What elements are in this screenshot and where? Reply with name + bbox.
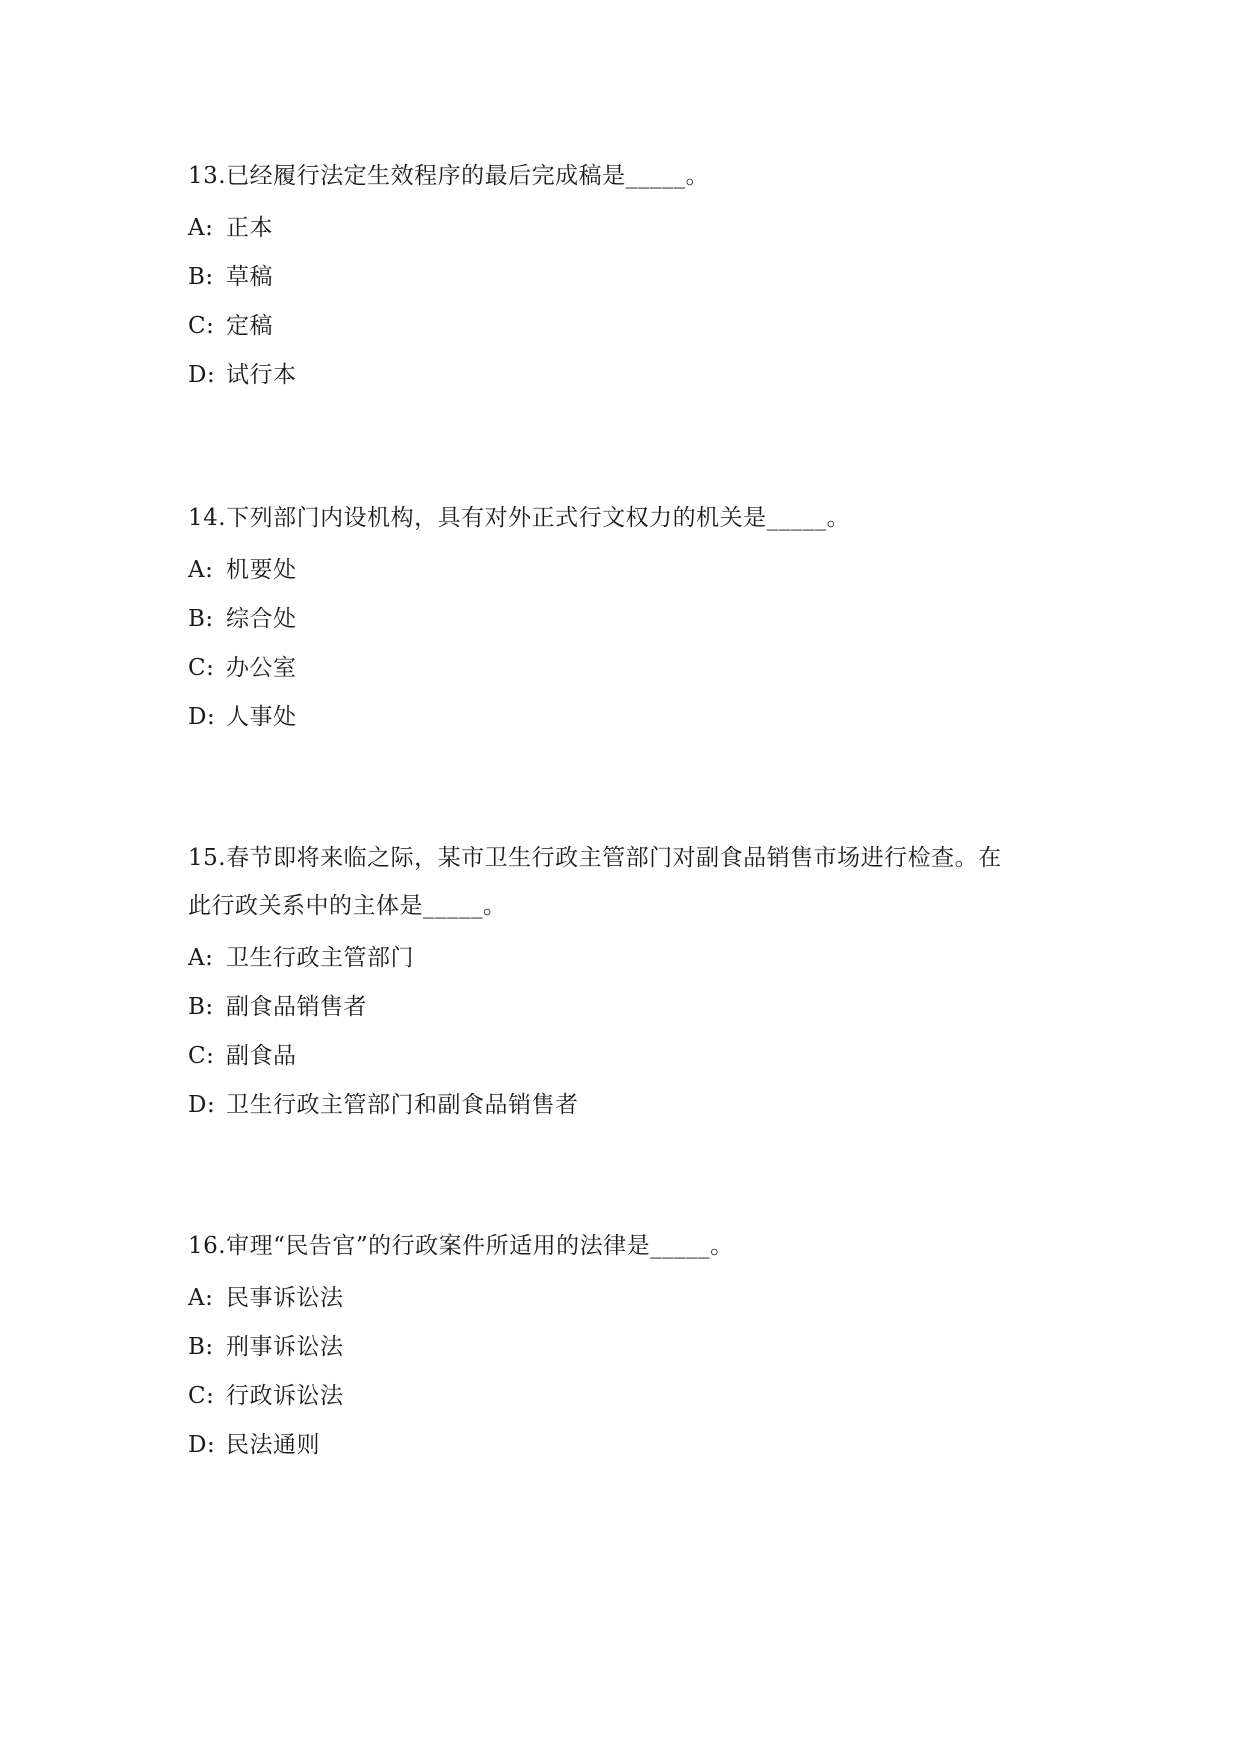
question-15	[188, 834, 1068, 1142]
option-text: 正本	[226, 215, 273, 241]
option-key: B:	[188, 606, 214, 632]
question-15-option-c	[188, 1044, 1068, 1068]
option-text: 草稿	[226, 264, 273, 290]
option-key: C:	[188, 313, 215, 339]
question-15-option-a	[188, 946, 1068, 970]
option-text: 综合处	[226, 606, 297, 632]
question-14-option-d	[188, 705, 1068, 729]
option-text: 刑事诉讼法	[226, 1334, 344, 1360]
question-13-option-a	[188, 216, 1068, 240]
option-text: 试行本	[226, 362, 297, 388]
option-key: B:	[188, 994, 214, 1020]
question-13-options	[188, 216, 1068, 387]
option-key: B:	[188, 1334, 214, 1360]
question-15-option-d	[188, 1093, 1068, 1117]
question-15-stem-line-1: 15.春节即将来临之际，某市卫生行政主管部门对副食品销售市场进行检查。在	[188, 845, 1002, 871]
option-key: D:	[188, 1092, 216, 1118]
question-13-option-d	[188, 363, 1068, 387]
option-text: 办公室	[226, 655, 297, 681]
question-14	[188, 494, 1068, 754]
question-16-option-c	[188, 1384, 1068, 1408]
option-text: 机要处	[226, 557, 297, 583]
question-16-option-b	[188, 1335, 1068, 1359]
option-key: D:	[188, 362, 216, 388]
option-key: B:	[188, 264, 214, 290]
question-16-option-d	[188, 1433, 1068, 1457]
option-text: 卫生行政主管部门和副食品销售者	[226, 1092, 579, 1118]
option-key: C:	[188, 1383, 215, 1409]
option-key: D:	[188, 1432, 216, 1458]
option-key: A:	[188, 1285, 214, 1311]
question-14-options	[188, 558, 1068, 729]
question-15-options	[188, 946, 1068, 1117]
option-text: 定稿	[226, 313, 273, 339]
option-text: 副食品销售者	[226, 994, 367, 1020]
question-14-option-a	[188, 558, 1068, 582]
option-key: D:	[188, 704, 216, 730]
question-14-option-b	[188, 607, 1068, 631]
option-text: 行政诉讼法	[226, 1383, 344, 1409]
question-13-option-c	[188, 314, 1068, 338]
question-15-option-b	[188, 995, 1068, 1019]
option-text: 民事诉讼法	[226, 1285, 344, 1311]
option-text: 副食品	[226, 1043, 297, 1069]
question-16-options	[188, 1286, 1068, 1457]
question-16	[188, 1222, 1068, 1482]
question-14-option-c	[188, 656, 1068, 680]
option-text: 民法通则	[226, 1432, 320, 1458]
question-15-stem-line-2: 此行政关系中的主体是_____。	[188, 893, 507, 919]
option-key: A:	[188, 557, 214, 583]
option-text: 卫生行政主管部门	[226, 945, 414, 971]
option-key: A:	[188, 945, 214, 971]
question-13-option-b	[188, 265, 1068, 289]
option-key: A:	[188, 215, 214, 241]
option-key: C:	[188, 655, 215, 681]
option-text: 人事处	[226, 704, 297, 730]
question-14-stem: 14.下列部门内设机构，具有对外正式行文权力的机关是_____。	[188, 505, 851, 531]
question-16-stem: 16.审理“民告官”的行政案件所适用的法律是_____。	[188, 1233, 734, 1259]
question-16-option-a	[188, 1286, 1068, 1310]
question-13	[188, 152, 1068, 412]
question-13-stem: 13.已经履行法定生效程序的最后完成稿是_____。	[188, 163, 710, 189]
option-key: C:	[188, 1043, 215, 1069]
